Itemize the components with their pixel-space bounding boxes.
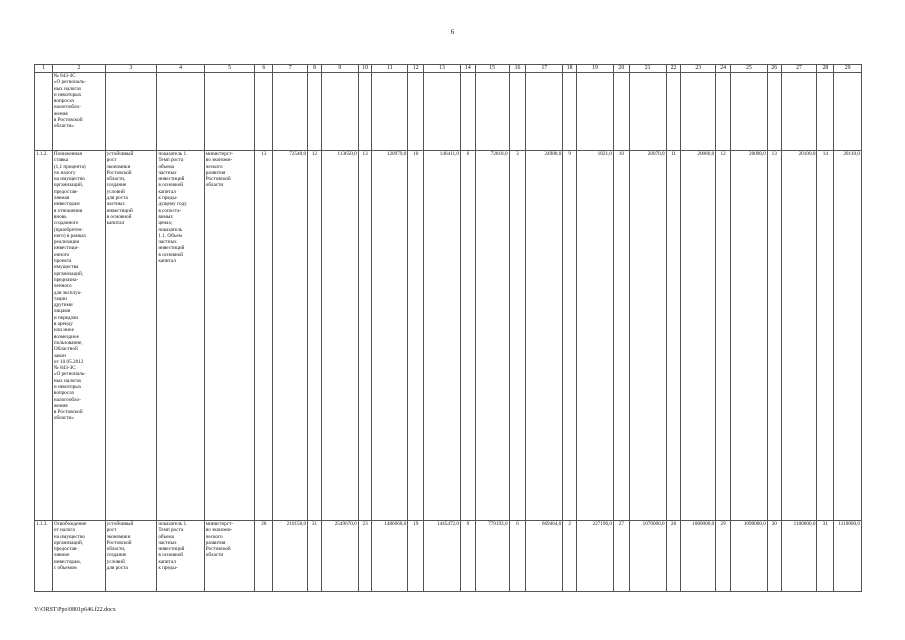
column-number-header: 24 bbox=[716, 65, 731, 73]
column-number-header: 17 bbox=[526, 65, 563, 73]
amount-cell bbox=[273, 73, 308, 151]
amount-cell: 210150,0 bbox=[273, 521, 308, 592]
count-cell bbox=[563, 73, 577, 151]
count-cell bbox=[716, 73, 731, 151]
measure-name: Освобождение от налога на имущество организаций, предостав- ляемое инвесторам, с объемом bbox=[52, 521, 105, 592]
amount-cell bbox=[526, 73, 563, 151]
column-number-header: 15 bbox=[475, 65, 509, 73]
header-row bbox=[35, 65, 862, 73]
amount-cell: 20110,0 bbox=[834, 151, 862, 521]
count-cell: 6 bbox=[509, 521, 526, 592]
amount-cell: 1080000,0 bbox=[681, 521, 716, 592]
count-cell: 23 bbox=[358, 521, 372, 592]
column-number-header: 25 bbox=[730, 65, 767, 73]
column-number-header: 9 bbox=[321, 65, 358, 73]
row-number bbox=[35, 73, 53, 151]
column-number-header: 26 bbox=[767, 65, 781, 73]
column-number-header: 28 bbox=[817, 65, 834, 73]
column-number-header: 20 bbox=[613, 65, 629, 73]
amount-cell: 669464,0 bbox=[526, 521, 563, 592]
column-number-header: 4 bbox=[157, 65, 204, 73]
column-number-header: 6 bbox=[255, 65, 273, 73]
amount-cell: 1486668,0 bbox=[372, 521, 408, 592]
row-number: 1.1.2. bbox=[35, 151, 53, 521]
count-cell: 9 bbox=[563, 151, 577, 521]
amount-cell bbox=[781, 73, 817, 151]
amount-cell: 20100,0 bbox=[781, 151, 817, 521]
measure-name: № 843-ЗС «О региональ- ных налогах и некоторых вопросах налогообло- жения в Ростовской области» bbox=[52, 73, 105, 151]
count-cell: 2 bbox=[563, 521, 577, 592]
amount-cell bbox=[834, 73, 862, 151]
amount-cell: 24988,0 bbox=[526, 151, 563, 521]
measure-name: Пониженная ставка (1,1 процента) по налогу на имущество организаций, предостав- ляемая инвесторам в отношении вновь созданного (приобретен- ного) в рамках реализации инвестици- онного проекта имущества организаций, предназна- ченного для эксплуа- тации другими лицами и передачи в аренду или иное возмездное пользование, Областной закон от 10.05.2012 № 843-ЗС «О региональ- ных налогах и некоторых вопросах налогообло- жения в Ростовской области» bbox=[52, 151, 105, 521]
column-number-header: 11 bbox=[372, 65, 408, 73]
page-number: 6 bbox=[450, 28, 455, 36]
amount-cell: 20080,0 bbox=[681, 151, 716, 521]
count-cell bbox=[666, 73, 681, 151]
count-cell: 31 bbox=[308, 521, 322, 592]
column-number-header: 1 bbox=[35, 65, 53, 73]
count-cell: 10 bbox=[408, 151, 424, 521]
amount-cell bbox=[424, 73, 461, 151]
measure-goal: устойчивый рост экономики Ростовской области, создание условий для роста частных инвестиций в основной капитал bbox=[105, 151, 157, 521]
count-cell bbox=[509, 73, 526, 151]
measure-goal bbox=[105, 73, 157, 151]
count-cell: 29 bbox=[716, 521, 731, 592]
measure-indicator: показатель 1. Темп роста объема частных инвестиций в основной капитал к преды- bbox=[157, 521, 204, 592]
count-cell bbox=[308, 73, 322, 151]
table-row bbox=[35, 151, 862, 521]
column-number-header: 8 bbox=[308, 65, 322, 73]
count-cell bbox=[461, 73, 476, 151]
amount-cell: 20090,0 bbox=[730, 151, 767, 521]
amount-cell: 1070000,0 bbox=[629, 521, 666, 592]
count-cell bbox=[358, 73, 372, 151]
amount-cell bbox=[730, 73, 767, 151]
column-number-header: 19 bbox=[577, 65, 614, 73]
count-cell bbox=[613, 73, 629, 151]
amount-cell: 72818,0 bbox=[475, 151, 509, 521]
column-number-header: 23 bbox=[681, 65, 716, 73]
column-number-header: 22 bbox=[666, 65, 681, 73]
amount-cell: 779193,0 bbox=[475, 521, 509, 592]
count-cell: 27 bbox=[613, 521, 629, 592]
count-cell: 28 bbox=[255, 521, 273, 592]
responsible-body: министерст- во экономи- ческого развития Ростовской области bbox=[204, 521, 255, 592]
count-cell: 6 bbox=[461, 151, 476, 521]
measure-goal: устойчивый рост экономики Ростовской области, создание условий для роста bbox=[105, 521, 157, 592]
count-cell: 12 bbox=[716, 151, 731, 521]
count-cell: 31 bbox=[817, 521, 834, 592]
count-cell: 10 bbox=[613, 151, 629, 521]
amount-cell: 1100000,0 bbox=[781, 521, 817, 592]
count-cell: 13 bbox=[767, 151, 781, 521]
amount-cell: 1821,0 bbox=[577, 151, 614, 521]
count-cell: 19 bbox=[408, 521, 424, 592]
column-number-header: 16 bbox=[509, 65, 526, 73]
row-number: 1.1.3. bbox=[35, 521, 53, 592]
count-cell: 13 bbox=[358, 151, 372, 521]
amount-cell bbox=[629, 73, 666, 151]
amount-cell: 113650,0 bbox=[321, 151, 358, 521]
amount-cell bbox=[321, 73, 358, 151]
column-number-header: 2 bbox=[52, 65, 105, 73]
column-number-header: 21 bbox=[629, 65, 666, 73]
measure-indicator: показатель 1. Темп роста объема частных инвестиций в основной капитал к преды- дущему году в сопоста- вимых ценах; показатель 1.1. Объем частных инвестиций в основной капитал bbox=[157, 151, 204, 521]
count-cell: 13 bbox=[255, 151, 273, 521]
column-number-header: 3 bbox=[105, 65, 157, 73]
count-cell: 3 bbox=[509, 151, 526, 521]
responsible-body bbox=[204, 73, 255, 151]
column-number-header: 18 bbox=[563, 65, 577, 73]
column-number-header: 27 bbox=[781, 65, 817, 73]
column-number-header: 13 bbox=[424, 65, 461, 73]
table-row bbox=[35, 521, 862, 592]
count-cell: 14 bbox=[817, 151, 834, 521]
column-number-header: 29 bbox=[834, 65, 862, 73]
column-number-header: 7 bbox=[273, 65, 308, 73]
amount-cell: 1110000,0 bbox=[834, 521, 862, 592]
amount-cell: 120979,0 bbox=[372, 151, 408, 521]
amount-cell bbox=[681, 73, 716, 151]
count-cell bbox=[408, 73, 424, 151]
amount-cell: 72540,0 bbox=[273, 151, 308, 521]
data-table bbox=[34, 64, 862, 592]
table-row bbox=[35, 73, 862, 151]
amount-cell: 2549670,0 bbox=[321, 521, 358, 592]
file-path-footer: Y:\ORST\Ppo\0801p646.f22.docx bbox=[34, 607, 116, 613]
count-cell: 12 bbox=[308, 151, 322, 521]
count-cell bbox=[255, 73, 273, 151]
count-cell bbox=[767, 73, 781, 151]
amount-cell: 146411,0 bbox=[424, 151, 461, 521]
amount-cell: 20070,0 bbox=[629, 151, 666, 521]
column-number-header: 10 bbox=[358, 65, 372, 73]
responsible-body: министерст- во экономи- ческого развития Ростовской области bbox=[204, 151, 255, 521]
amount-cell bbox=[372, 73, 408, 151]
column-number-header: 5 bbox=[204, 65, 255, 73]
count-cell: 11 bbox=[666, 151, 681, 521]
column-number-header: 14 bbox=[461, 65, 476, 73]
amount-cell: 1090000,0 bbox=[730, 521, 767, 592]
amount-cell: 227196,0 bbox=[577, 521, 614, 592]
measure-indicator bbox=[157, 73, 204, 151]
column-number-header: 12 bbox=[408, 65, 424, 73]
count-cell bbox=[817, 73, 834, 151]
amount-cell bbox=[475, 73, 509, 151]
amount-cell bbox=[577, 73, 614, 151]
amount-cell: 1445472,0 bbox=[424, 521, 461, 592]
count-cell: 28 bbox=[666, 521, 681, 592]
count-cell: 9 bbox=[461, 521, 476, 592]
count-cell: 30 bbox=[767, 521, 781, 592]
